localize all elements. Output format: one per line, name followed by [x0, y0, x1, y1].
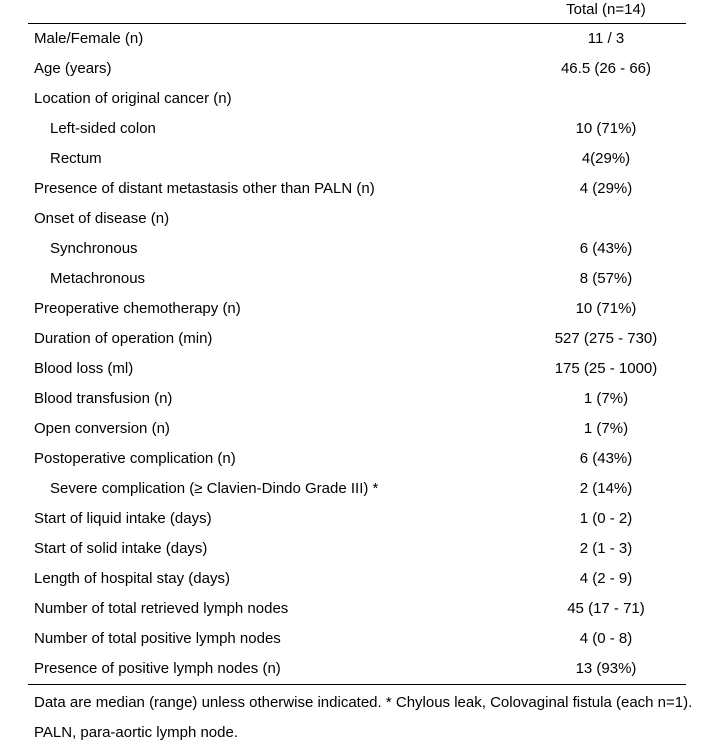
row-label: Male/Female (n)	[34, 30, 144, 47]
row-value: 1 (7%)	[583, 420, 629, 437]
row-label: Postoperative complication (n)	[34, 450, 236, 467]
total-column-header: Total (n=14)	[566, 1, 646, 18]
row-label: Start of liquid intake (days)	[34, 510, 212, 527]
row-value: 1 (0 - 2)	[579, 510, 633, 527]
row-value: 4(29%)	[581, 150, 631, 167]
table-row	[28, 264, 686, 294]
table-row	[28, 474, 686, 504]
table-row	[28, 234, 686, 264]
table-row	[28, 54, 686, 84]
row-label: Location of original cancer (n)	[34, 90, 232, 107]
table-row	[28, 114, 686, 144]
table-row	[28, 534, 686, 564]
table-header-row	[28, 0, 686, 24]
row-label: Number of total positive lymph nodes	[34, 630, 281, 647]
row-value: 13 (93%)	[575, 660, 637, 677]
row-label: Severe complication (≥ Clavien-Dindo Grade III) *	[50, 480, 379, 497]
row-value: 6 (43%)	[579, 450, 633, 467]
row-value: 46.5 (26 - 66)	[560, 60, 652, 77]
row-label: Synchronous	[50, 240, 138, 257]
row-label: Onset of disease (n)	[34, 210, 170, 227]
table-row	[28, 354, 686, 384]
row-value: 4 (29%)	[579, 180, 633, 197]
table-row	[28, 294, 686, 324]
row-value: 175 (25 - 1000)	[554, 360, 658, 377]
row-label: Blood transfusion (n)	[34, 390, 173, 407]
row-value: 8 (57%)	[579, 270, 633, 287]
table-row	[28, 654, 686, 684]
row-label: Rectum	[50, 150, 102, 167]
row-value: 11 / 3	[587, 30, 625, 47]
table-row	[28, 414, 686, 444]
row-value: 4 (0 - 8)	[579, 630, 633, 647]
patient-characteristics-table	[28, 0, 693, 748]
table-row	[28, 624, 686, 654]
table-body	[28, 24, 686, 685]
row-label: Presence of distant metastasis other than PALN (n)	[34, 180, 375, 197]
table-footnote: Data are median (range) unless otherwise indicated. * Chylous leak, Colovaginal fistula (each n=1). PALN, para-aortic lymph node.	[34, 694, 693, 741]
table-row	[28, 174, 686, 204]
row-label: Duration of operation (min)	[34, 330, 213, 347]
row-value: 2 (14%)	[579, 480, 633, 497]
row-value: 6 (43%)	[579, 240, 633, 257]
table-row	[28, 594, 686, 624]
table-row	[28, 24, 686, 54]
row-label: Blood loss (ml)	[34, 360, 134, 377]
row-value: 527 (275 - 730)	[554, 330, 658, 347]
row-value: 4 (2 - 9)	[579, 570, 633, 587]
row-label: Left-sided colon	[50, 120, 156, 137]
row-label: Length of hospital stay (days)	[34, 570, 230, 587]
row-value: 45 (17 - 71)	[567, 600, 645, 617]
table-row	[28, 384, 686, 414]
table-row	[28, 144, 686, 174]
table-row	[28, 444, 686, 474]
row-label: Preoperative chemotherapy (n)	[34, 300, 241, 317]
table-row	[28, 564, 686, 594]
row-value: 2 (1 - 3)	[579, 540, 633, 557]
table-row	[28, 324, 686, 354]
row-value: 10 (71%)	[575, 120, 637, 137]
row-label: Start of solid intake (days)	[34, 540, 208, 557]
table-row	[28, 504, 686, 534]
row-label: Open conversion (n)	[34, 420, 170, 437]
row-label: Age (years)	[34, 60, 112, 77]
row-value: 1 (7%)	[583, 390, 629, 407]
table-row	[28, 204, 686, 234]
row-label: Number of total retrieved lymph nodes	[34, 600, 289, 617]
table-row	[28, 84, 686, 114]
row-label: Metachronous	[50, 270, 146, 287]
row-label: Presence of positive lymph nodes (n)	[34, 660, 281, 677]
row-value: 10 (71%)	[575, 300, 637, 317]
